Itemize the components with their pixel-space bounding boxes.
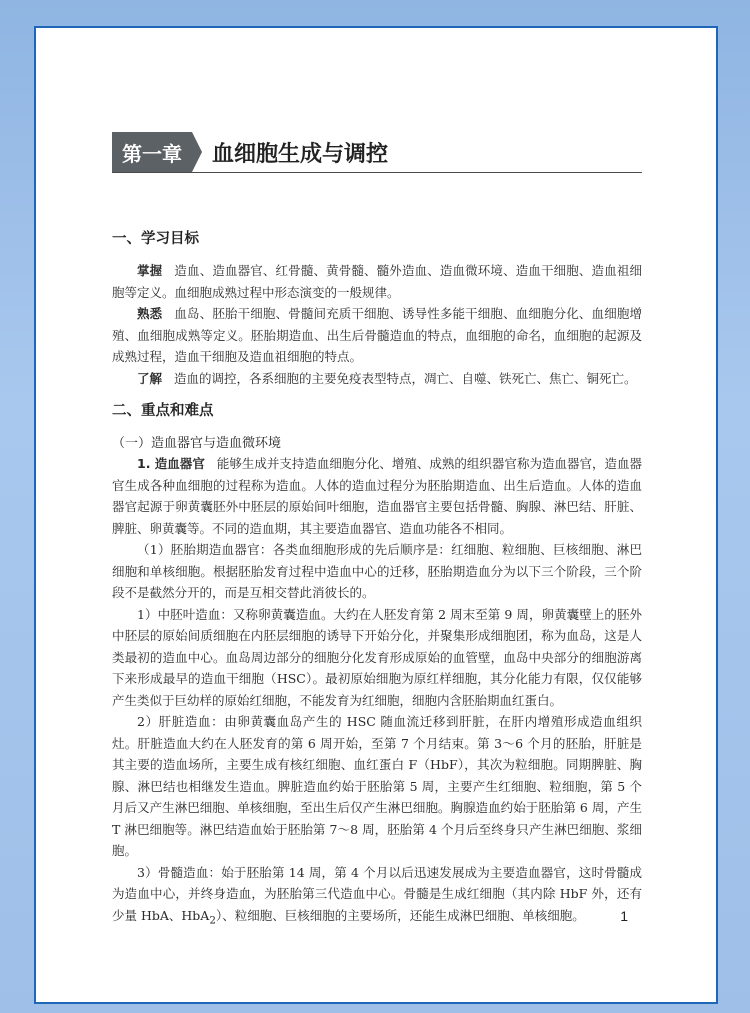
paragraph-text: 能够生成并支持造血细胞分化、增殖、成熟的组织器官称为造血器官，造血器官生成各种血细胞的过程称为造血。人体的造血过程分为胚胎期造血、出生后造血。人体的造血器官起源于卵黄囊胚外中胚层的原始间叶细胞，造血器官主要包括骨髓、胸腺、淋巴结、肝脏、脾脏、卵黄囊等。不同的造血期，其主要造血器官、造血功能各不相同。 bbox=[112, 456, 642, 536]
subsection-heading: （一）造血器官与造血微环境 bbox=[112, 436, 282, 451]
paragraph-hepatic: 2）肝脏造血：由卵黄囊血岛产生的 HSC 随血流迁移到肝脏，在肝内增殖形成造血组织灶。肝脏造血大约在人胚发育的第 6 周开始，至第 7 个月结束。第 3～6 个月的胚胎，肝脏是其主要的造血场所，主要生成有核红细胞、血红蛋白 F（HbF），其次为粒细胞。同期脾脏、胸腺、淋巴结也相继发生造血。脾脏造血约始于胚胎第 5 周，主要产生红细胞、粒细胞，第 5 个月后又产生淋巴细胞、单核细胞，至出生后仅产生淋巴细胞。胸腺造血约始于胚胎第 6 周，产生 T 淋巴细胞等。淋巴结造血始于胚胎第 7～8 周，胚胎第 4 个月后至终身只产生淋巴细胞、浆细胞。 bbox=[112, 714, 642, 858]
chapter-header bbox=[112, 132, 642, 173]
chapter-label-arrow bbox=[192, 132, 202, 172]
page-number: 1 bbox=[620, 908, 628, 924]
section-heading-key-points: 二、重点和难点 bbox=[112, 403, 214, 419]
page-frame bbox=[34, 26, 718, 1004]
objective-master-label: 掌握 bbox=[137, 263, 163, 278]
paragraph-lead: 1. 造血器官 bbox=[137, 456, 205, 471]
objective-master bbox=[112, 260, 642, 303]
paragraph-hematopoietic-organs bbox=[112, 453, 642, 539]
paragraph-embryonic-organs: （1）胚胎期造血器官：各类血细胞形成的先后顺序是：红细胞、粒细胞、巨核细胞、淋巴细胞和单核细胞。根据胚胎发育过程中造血中心的迁移，胚胎期造血分为以下三个阶段，三个阶段不是截然分开的，而是互相交替此消彼长的。 bbox=[112, 542, 642, 600]
page-content bbox=[112, 132, 642, 932]
objective-understand bbox=[112, 368, 642, 390]
paragraph-text-b: ）、粒细胞、巨核细胞的主要场所，还能生成淋巴细胞、单核细胞。 bbox=[215, 907, 585, 923]
objective-understand-text: 造血的调控，各系细胞的主要免疫表型特点，凋亡、自噬、铁死亡、焦亡、铜死亡。 bbox=[174, 370, 637, 386]
objective-familiar bbox=[112, 303, 642, 368]
paragraph-text-a: 3）骨髓造血：始于胚胎第 14 周，第 4 个月以后迅速发展成为主要造血器官，这时骨髓成为造血中心，并终身造血，为胚胎第三代造血中心。骨髓是生成红细胞（其内除 HbF 外，还有少量 HbA、HbA bbox=[112, 864, 642, 923]
chapter-title: 血细胞生成与调控 bbox=[212, 140, 389, 167]
paragraph-bone-marrow bbox=[112, 862, 642, 932]
section-heading-objectives: 一、学习目标 bbox=[112, 231, 199, 247]
objective-master-text: 造血、造血器官、红骨髓、黄骨髓、髓外造血、造血微环境、造血干细胞、造血祖细胞等定义。血细胞成熟过程中形态演变的一般规律。 bbox=[112, 263, 642, 300]
chapter-label: 第一章 bbox=[112, 132, 192, 172]
objective-familiar-text: 血岛、胚胎干细胞、骨髓间充质干细胞、诱导性多能干细胞、血细胞分化、血细胞增殖、血细胞成熟等定义。胚胎期造血、出生后骨髓造血的特点，血细胞的命名，血细胞的起源及成熟过程，造血干细胞及造血祖细胞的特点。 bbox=[112, 306, 642, 364]
subscript-2: 2 bbox=[209, 914, 216, 926]
objective-familiar-label: 熟悉 bbox=[137, 306, 163, 321]
objective-understand-label: 了解 bbox=[137, 370, 163, 386]
paragraph-mesoblastic: 1）中胚叶造血：又称卵黄囊造血。大约在人胚发育第 2 周末至第 9 周，卵黄囊壁上的胚外中胚层的原始间质细胞在内胚层细胞的诱导下开始分化，并聚集形成细胞团，称为血岛，这是人类最初的造血中心。血岛周边部分的细胞分化发育形成原始的血管壁，血岛中央部分的细胞游离下来形成最早的造血干细胞（HSC）。最初原始细胞为原红样细胞，其分化能力有限，仅仅能够产生类似于巨幼样的原始红细胞，不能发育为红细胞，细胞内含胚胎期血红蛋白。 bbox=[112, 606, 642, 708]
